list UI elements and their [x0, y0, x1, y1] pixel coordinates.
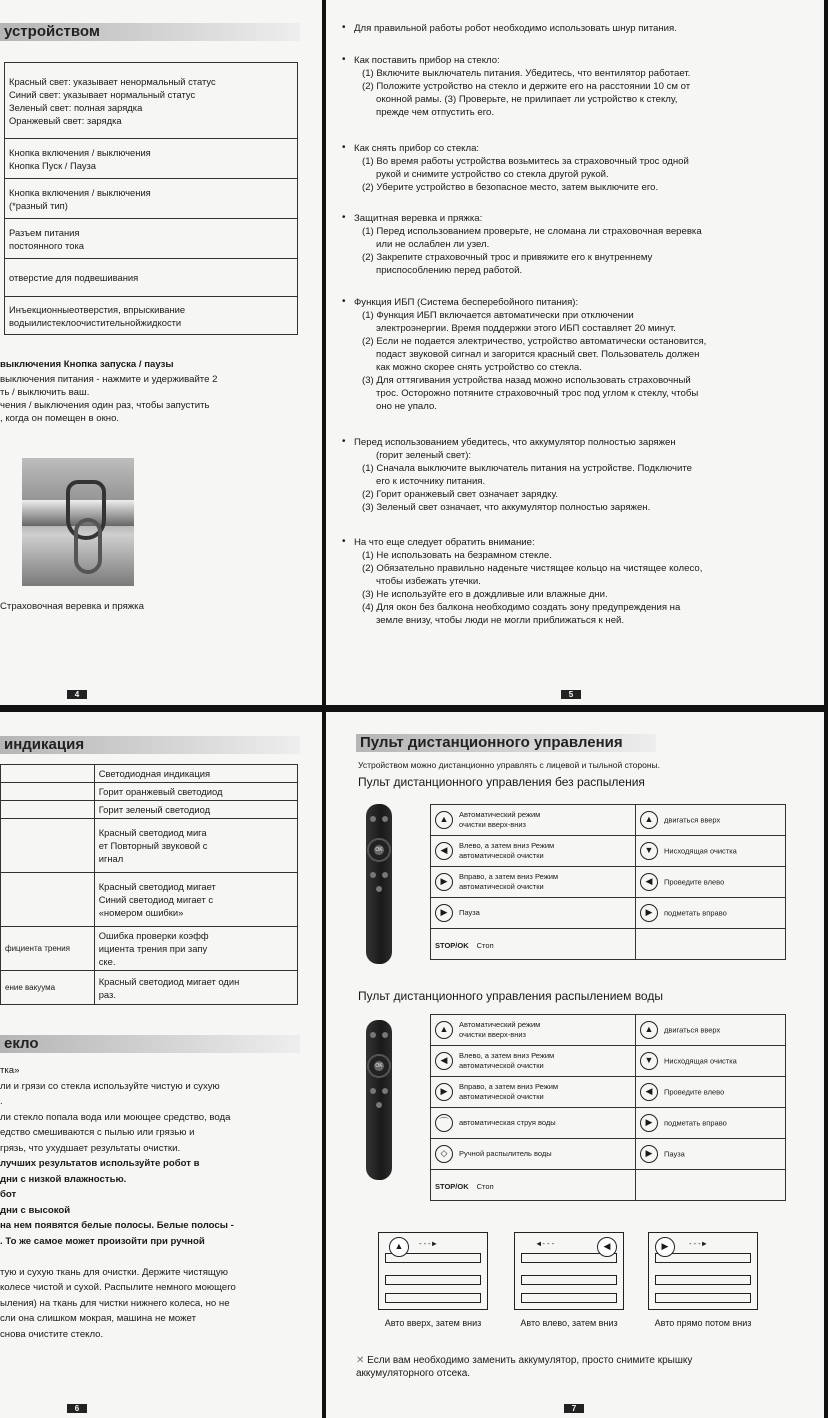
- table-cell-left: [1, 783, 95, 801]
- bullet-sub: или не ослаблен ли узел.: [376, 239, 490, 250]
- mode-diagram: [648, 1232, 758, 1310]
- desc-line: Автоматический режим: [459, 1020, 541, 1029]
- cell-line: Зеленый свет: полная зарядка: [9, 101, 143, 113]
- body-line: . То же самое может произойти при ручной: [0, 1235, 205, 1247]
- stop-desc: Стоп: [476, 940, 494, 950]
- page-number: 5: [561, 690, 581, 699]
- body-line: [0, 1250, 236, 1266]
- stop-label: STOP/OK: [435, 1181, 469, 1191]
- body-line: ли стекло попала вода или моющее средство, вода: [0, 1111, 231, 1123]
- bullet-head: Как снять прибор со стекла:: [354, 143, 480, 154]
- cell-line: Кнопка включения / выключения: [9, 186, 151, 198]
- diagram-box: [655, 1275, 751, 1285]
- body-line: .: [0, 1096, 3, 1107]
- table-cell-left: [1, 801, 95, 819]
- remote-cell-left: [431, 1108, 636, 1139]
- mode-icon: ◀: [597, 1237, 617, 1257]
- photo-caption: Страховочная веревка и пряжка: [0, 601, 144, 612]
- remote-desc: Проведите влево: [664, 877, 725, 887]
- body-line: сли она слишком мокрая, машина не может: [0, 1313, 196, 1324]
- cell-line: Кнопка включения / выключения: [9, 146, 151, 158]
- section-header: индикация: [0, 736, 300, 754]
- desc-line: автоматической очистки: [459, 851, 544, 860]
- body-line: тка»: [0, 1065, 20, 1076]
- arrow-glyph: ◄- - -: [535, 1239, 555, 1248]
- bullet-sub: (горит зеленый свет):: [376, 450, 472, 461]
- body-line: колесе чистой и сухой. Распылите немного моющего: [0, 1282, 236, 1293]
- page-number: 4: [67, 690, 87, 699]
- desc-line: автоматической очистки: [459, 882, 544, 891]
- table-cell-left: [1, 819, 95, 873]
- desc-line: Пауза: [459, 908, 480, 917]
- remote-cell-left: [431, 1077, 636, 1108]
- section-header: Пульт дистанционного управления: [356, 734, 656, 752]
- bullet-sub: (1) Включите выключатель питания. Убедитесь, что вентилятор работает.: [362, 68, 691, 79]
- bullet-sub: (1) Функция ИБП включается автоматически при отключении: [362, 310, 634, 321]
- bullet-head: Для правильной работы робот необходимо использовать шнур питания.: [354, 23, 677, 34]
- bullet-sub: рукой и снимите устройство со стекла другой рукой.: [376, 169, 609, 180]
- desc-line: Влево, а затем вниз Режим: [459, 1051, 555, 1060]
- page-bottom-left: [0, 712, 322, 1418]
- remote-button-icon: ◀: [435, 842, 453, 860]
- section-header-2: екло: [0, 1035, 300, 1053]
- remote-desc: [459, 841, 554, 861]
- bullet-sub: (2) Если не подается электричество, устройство автоматически остановится,: [362, 336, 707, 347]
- remote-button-icon: ⌒: [435, 1114, 453, 1132]
- bullet-sub: оно не упало.: [376, 401, 437, 412]
- cell-line: Кнопка Пуск / Пауза: [9, 159, 97, 171]
- cell-line: Горит зеленый светодиод: [98, 804, 211, 815]
- remote-title-2: Пульт дистанционного управления распылением воды: [358, 989, 663, 1003]
- bullet-sub: (1) Не использовать на безрамном стекле.: [362, 550, 552, 561]
- remote-cell-right: [636, 898, 786, 929]
- desc-line: очистки вверх-вниз: [459, 1030, 526, 1039]
- remote-cell-right: [636, 1046, 786, 1077]
- remote-cell-left: [431, 1046, 636, 1077]
- bullet-sub: подаст звуковой сигнал и загорится красный свет. Пользователь должен: [376, 349, 700, 360]
- remote-title-1: Пульт дистанционного управления без распыления: [358, 775, 645, 789]
- bullet-item: [342, 436, 806, 514]
- bullet-sub: прежде чем отпустить его.: [376, 107, 495, 118]
- mode-diagram: [514, 1232, 624, 1310]
- remote-button-icon: ▶: [640, 904, 658, 922]
- bullet-item: [342, 54, 806, 119]
- remote-button-icon: ▶: [435, 1083, 453, 1101]
- remote-button-icon: ◀: [640, 1083, 658, 1101]
- mode-icon: ▶: [655, 1237, 675, 1257]
- section-header: устройством: [0, 23, 300, 41]
- remote-cell-left: [431, 836, 636, 867]
- body-text: [0, 1064, 236, 1343]
- remote-button-icon: ▼: [640, 842, 658, 860]
- table-cell-right: [94, 765, 297, 783]
- bullet-sub: (2) Положите устройство на стекло и держите его на расстоянии 10 см от: [362, 81, 691, 92]
- bullet-sub: оконной рамы. (3) Проверьте, не прилипает ли устройство к стеклу,: [376, 94, 678, 105]
- remote-desc: Нисходящая очистка: [664, 846, 737, 856]
- diagram-box: [385, 1293, 481, 1303]
- bullet-item: [342, 142, 806, 194]
- remote-cell-left: [431, 929, 636, 960]
- remote-button-icon: ◇: [435, 1145, 453, 1163]
- cell-line: ет Повторный звуковой с: [98, 840, 208, 851]
- remote-cell-left: [431, 1170, 636, 1201]
- remote-button-icon: ▶: [435, 904, 453, 922]
- diagram-box: [521, 1293, 617, 1303]
- stop-label: STOP/OK: [435, 940, 469, 950]
- cell-line: Инъекционныеотверстия, впрыскивание: [9, 303, 186, 315]
- body-text: [0, 373, 217, 425]
- bullet-sub: (3) Зеленый свет означает, что аккумулятор полностью заряжен.: [362, 502, 651, 513]
- body-line: , когда он помещен в окно.: [0, 413, 120, 424]
- page-top-right: [326, 0, 824, 705]
- remote-desc: [459, 1118, 556, 1128]
- bullet-dot: •: [342, 436, 346, 447]
- table-cell-left: [1, 873, 95, 927]
- diagram-box: [521, 1275, 617, 1285]
- diagram-caption: Авто прямо потом вниз: [654, 1318, 752, 1328]
- remote-cell-right: [636, 867, 786, 898]
- bullet-sub: трос. Осторожно потяните страховочный трос под углом к стеклу, чтобы: [376, 388, 699, 399]
- remote-button-icon: ▲: [435, 1021, 453, 1039]
- bullet-sub: как можно скорее снять устройство со стекла.: [376, 362, 582, 373]
- cell-line: раз.: [98, 988, 116, 1000]
- cell-line: Красный светодиод мига: [98, 827, 207, 838]
- body-line: снова очистите стекло.: [0, 1328, 104, 1340]
- remote-button-icon: ▶: [640, 1114, 658, 1132]
- body-line: выключения питания - нажмите и удерживайте 2: [0, 374, 218, 385]
- remote-desc: Нисходящая очистка: [664, 1056, 737, 1066]
- remote-desc: двигаться вверх: [664, 815, 721, 825]
- cell-line: ициента трения при запу: [98, 943, 208, 954]
- bullet-head: На что еще следует обратить внимание:: [354, 537, 535, 548]
- bullet-sub: чтобы избежать утечки.: [376, 576, 481, 587]
- desc-line: автоматическая струя воды: [459, 1118, 556, 1127]
- remote-desc: [459, 908, 480, 918]
- body-line: грязь, что ухудшает результаты очистки.: [0, 1142, 181, 1154]
- remote-desc: [459, 872, 558, 892]
- bullet-item: [342, 296, 806, 413]
- remote-desc: Проведите влево: [664, 1087, 725, 1097]
- desc-line: очистки вверх-вниз: [459, 820, 526, 829]
- desc-line: Ручной распылитель воды: [459, 1149, 552, 1158]
- bullet-sub: (4) Для окон без балкона необходимо создать зону предупреждения на: [362, 602, 681, 613]
- page-number: 6: [67, 1404, 87, 1413]
- table-cell-left: ение вакуума: [1, 971, 95, 1005]
- safety-rope-photo: [22, 458, 134, 586]
- remote-desc: подметать вправо: [664, 1118, 727, 1128]
- stop-desc: Стоп: [476, 1181, 494, 1191]
- table-cell-left: [1, 765, 95, 783]
- desc-line: автоматической очистки: [459, 1061, 544, 1070]
- remote-desc: подметать вправо: [664, 908, 727, 918]
- bullet-dot: •: [342, 22, 346, 33]
- remote-control-image: OK: [366, 804, 392, 964]
- remote-desc: [459, 1051, 554, 1071]
- remote-desc: [459, 810, 540, 830]
- table-cell: [5, 63, 298, 139]
- remote-desc: [459, 1020, 540, 1040]
- cell-line: Синий свет: указывает нормальный статус: [9, 88, 196, 100]
- cell-line: Горит оранжевый светодиод: [98, 786, 223, 797]
- remote-cell-left: [431, 1139, 636, 1170]
- bullet-dot: •: [342, 54, 346, 65]
- cell-line: Синий светодиод мигает с: [98, 894, 214, 905]
- battery-note: ✕ Если вам необходимо заменить аккумулятор, просто снимите крышку: [356, 1355, 693, 1366]
- table-cell: [5, 219, 298, 259]
- table-cell-right: [94, 927, 297, 971]
- cell-line: «номером ошибки»: [98, 907, 184, 918]
- bullet-sub: (1) Перед использованием проверьте, не сломана ли страховочная веревка: [362, 226, 702, 237]
- diagram-caption: Авто вверх, затем вниз: [384, 1318, 482, 1328]
- bullet-sub: (1) Сначала выключите выключатель питания на устройстве. Подключите: [362, 463, 692, 474]
- remote-button-icon: ◀: [640, 873, 658, 891]
- remote-cell-left: [431, 1015, 636, 1046]
- remote-desc: [459, 1149, 552, 1159]
- bullet-dot: •: [342, 296, 346, 307]
- bullet-item: [342, 22, 806, 35]
- desc-line: Вправо, а затем вниз Режим: [459, 872, 559, 881]
- remote-button-icon: ▼: [640, 1052, 658, 1070]
- table-cell-right: [94, 801, 297, 819]
- table-cell-right: [94, 873, 297, 927]
- cell-line: Светодиодная индикация: [98, 768, 211, 779]
- cell-line: ске.: [98, 956, 116, 967]
- table-cell: [5, 259, 298, 297]
- remote-cell-right: [636, 1170, 786, 1201]
- diagram-box: [655, 1293, 751, 1303]
- remote-button-icon: ▲: [640, 811, 658, 829]
- cell-line: игнал: [98, 853, 124, 864]
- page-bottom-right: [326, 712, 824, 1418]
- desc-line: Влево, а затем вниз Режим: [459, 841, 555, 850]
- battery-note-2: аккумуляторного отсека.: [356, 1368, 471, 1379]
- bullet-sub: (2) Обязательно правильно наденьте чистящее кольцо на чистящее колесо,: [362, 563, 703, 574]
- table-cell-right: [94, 783, 297, 801]
- cell-line: Разъем питания: [9, 226, 80, 238]
- body-line: бот: [0, 1189, 17, 1200]
- page-number: 7: [564, 1404, 584, 1413]
- cell-line: Красный светодиод мигает: [98, 881, 216, 892]
- remote-cell-right: [636, 1077, 786, 1108]
- mode-diagram: [378, 1232, 488, 1310]
- bullet-sub: приспособлению перед работой.: [376, 265, 523, 276]
- bullet-sub: электроэнергии. Время поддержки этого ИБП составляет 20 минут.: [376, 323, 676, 334]
- bullet-sub: земле внизу, чтобы люди не могли приближаться к ней.: [376, 615, 625, 626]
- cell-line: отверстие для подвешивания: [9, 272, 139, 283]
- body-line: лучших результатов используйте робот в: [0, 1158, 200, 1169]
- desc-line: Автоматический режим: [459, 810, 541, 819]
- bullet-item: [342, 212, 806, 277]
- remote-button-icon: ▶: [435, 873, 453, 891]
- section-title: выключения Кнопка запуска / паузы: [0, 359, 174, 370]
- indicator-table: [0, 764, 298, 1005]
- remote-cell-right: [636, 1108, 786, 1139]
- bullet-head: Защитная веревка и пряжка:: [354, 213, 483, 224]
- remote-cell-right: [636, 805, 786, 836]
- bullet-head: Функция ИБП (Система бесперебойного питания):: [354, 297, 579, 308]
- body-line: ыления) на ткань для чистки нижнего колеса, но не: [0, 1297, 230, 1309]
- desc-line: Вправо, а затем вниз Режим: [459, 1082, 559, 1091]
- bullet-sub: (2) Уберите устройство в безопасное место, затем выключите его.: [362, 182, 659, 193]
- remote-desc: двигаться вверх: [664, 1025, 721, 1035]
- remote-table-1: [430, 804, 786, 960]
- remote-button-icon: ▲: [640, 1021, 658, 1039]
- diagram-caption: Авто влево, затем вниз: [520, 1318, 618, 1328]
- cell-line: Красный светодиод мигает один: [98, 975, 240, 987]
- bullet-head: Как поставить прибор на стекло:: [354, 55, 500, 66]
- cell-line: водыилистеклоочистительнойжидкости: [9, 316, 182, 328]
- bullet-dot: •: [342, 142, 346, 153]
- cell-line: Оранжевый свет: зарядка: [9, 114, 122, 126]
- bullet-sub: (2) Горит оранжевый свет означает зарядку.: [362, 489, 558, 500]
- body-line: тую и сухую ткань для очистки. Держите чистящую: [0, 1266, 228, 1278]
- bullet-sub: (2) Закрепите страховочный трос и привяжите его к внутреннему: [362, 252, 653, 263]
- page-top-left: [0, 0, 322, 705]
- body-line: ли и грязи со стекла используйте чистую и сухую: [0, 1080, 220, 1092]
- body-line: дни с высокой: [0, 1204, 71, 1216]
- led-button-table: [4, 62, 298, 335]
- remote-cell-right: [636, 1015, 786, 1046]
- remote-control-image-2: OK: [366, 1020, 392, 1180]
- remote-button-icon: ◀: [435, 1052, 453, 1070]
- table-cell-right: [94, 819, 297, 873]
- remote-cell-right: [636, 1139, 786, 1170]
- cell-line: Красный свет: указывает ненормальный статус: [9, 75, 216, 87]
- remote-desc: Пауза: [664, 1149, 685, 1159]
- arrow-glyph: - - -►: [419, 1239, 439, 1248]
- diagram-box: [385, 1275, 481, 1285]
- remote-table-2: [430, 1014, 786, 1201]
- body-line: дни с низкой влажностью.: [0, 1173, 127, 1185]
- remote-desc: [459, 1082, 558, 1102]
- table-cell-right: [94, 971, 297, 1005]
- remote-cell-left: [431, 898, 636, 929]
- remote-cell-right: [636, 929, 786, 960]
- body-line: на нем появятся белые полосы. Белые полосы -: [0, 1220, 234, 1231]
- intro-text: Устройством можно дистанционно управлять с лицевой и тыльной стороны.: [358, 760, 660, 770]
- bullet-item: [342, 536, 806, 627]
- cell-line: Ошибка проверки коэфф: [98, 930, 209, 941]
- table-cell-left: фициента трения: [1, 927, 95, 971]
- desc-line: автоматической очистки: [459, 1092, 544, 1101]
- remote-cell-left: [431, 867, 636, 898]
- bullet-sub: (1) Во время работы устройства возьмитесь за страховочный трос одной: [362, 156, 689, 167]
- cell-line: постоянного тока: [9, 239, 84, 251]
- mode-icon: ▲: [389, 1237, 409, 1257]
- bullet-dot: •: [342, 212, 346, 223]
- body-line: едство смешиваются с пылью или грязью и: [0, 1127, 195, 1138]
- remote-button-icon: ▶: [640, 1145, 658, 1163]
- bullet-head: Перед использованием убедитесь, что аккумулятор полностью заряжен: [354, 437, 676, 448]
- body-line: чения / выключения один раз, чтобы запустить: [0, 400, 210, 411]
- body-line: ть / выключить ваш.: [0, 387, 90, 398]
- remote-cell-left: [431, 805, 636, 836]
- arrow-glyph: - - -►: [689, 1239, 709, 1248]
- table-cell: [5, 139, 298, 179]
- remote-cell-right: [636, 836, 786, 867]
- cell-line: (*разный тип): [9, 199, 68, 211]
- bullet-sub: (3) Не используйте его в дождливые или влажные дни.: [362, 589, 608, 600]
- remote-button-icon: ▲: [435, 811, 453, 829]
- table-cell: [5, 179, 298, 219]
- bullet-dot: •: [342, 536, 346, 547]
- table-cell: [5, 297, 298, 335]
- bullet-sub: его к источнику питания.: [376, 476, 486, 487]
- bullet-sub: (3) Для оттягивания устройства назад можно использовать страховочный: [362, 375, 691, 386]
